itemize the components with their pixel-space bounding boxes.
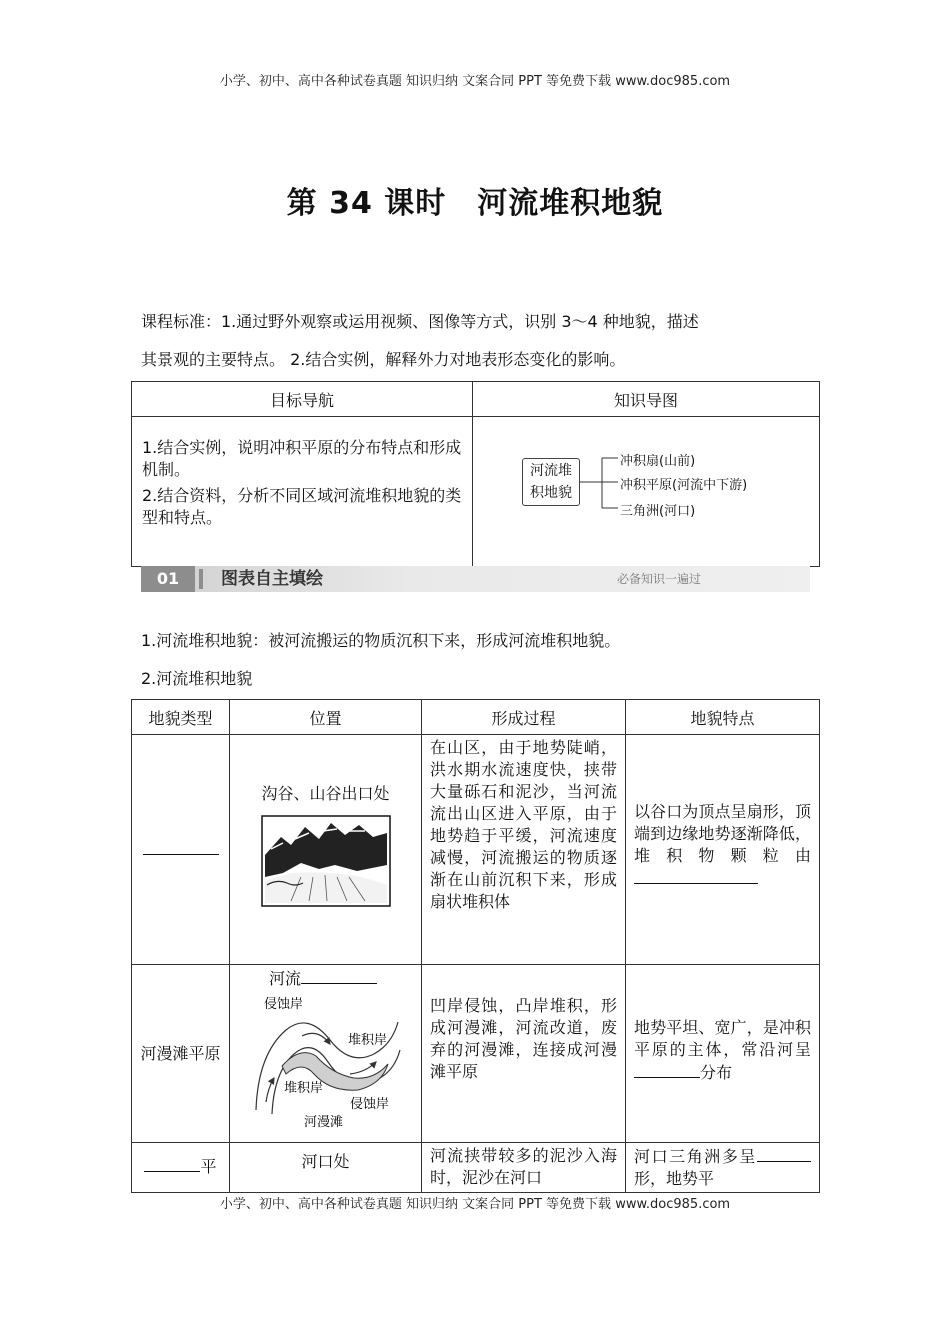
mindmap-header: 知识导图 xyxy=(473,382,820,417)
mindmap-branch-1: 冲积扇(山前) xyxy=(620,454,696,469)
section-1-definition: 1.河流堆积地貌：被河流搬运的物质沉积下来，形成河流堆积地貌。 xyxy=(141,631,621,650)
col-header-process: 形成过程 xyxy=(422,700,626,735)
diagram-label: 河漫滩 xyxy=(303,1115,343,1130)
goals-cell xyxy=(132,417,473,567)
row2-process-cell xyxy=(422,965,626,1143)
row1-process: 在山区，由于地势陡峭，洪水期水流速度快，挟带大量砾石和泥沙，当河流流出山区进入平原，由于地势趋于平缓，河流速度减慢，河流搬运的物质逐渐在山前沉积下来，形成扇状堆积体 xyxy=(430,738,617,911)
row1-position-cell xyxy=(230,735,422,965)
mindmap-root xyxy=(522,458,580,506)
course-standard-line1: 课程标准：1.通过野外观察或运用视频、图像等方式，识别 3～4 种地貌，描述 xyxy=(141,312,699,331)
goal-1: 1.结合实例，说明冲积平原的分布特点和形成机制。 xyxy=(142,438,462,479)
row2-position: 河流 xyxy=(269,969,302,988)
table-row xyxy=(132,735,820,965)
answer-blank xyxy=(144,1155,200,1172)
banner-number: 01 xyxy=(141,566,195,592)
row2-position-cell xyxy=(230,965,422,1143)
row2-feature-a: 地势平坦、宽广，是冲积平原的主体，常沿河呈 xyxy=(634,1018,811,1059)
answer-blank xyxy=(634,867,758,884)
mindmap-root-line2: 积地貌 xyxy=(530,485,572,501)
row2-feature-b: 分布 xyxy=(700,1063,733,1082)
section-banner xyxy=(141,566,810,592)
landform-table xyxy=(131,699,820,1193)
diagram-label: 堆积岸 xyxy=(283,1081,323,1096)
row2-type: 河漫滩平原 xyxy=(140,1043,221,1063)
row3-process: 河流挟带较多的泥沙入海时，泥沙在河口 xyxy=(430,1146,617,1187)
banner-title: 图表自主填绘 xyxy=(221,569,323,589)
table-row xyxy=(132,1143,820,1193)
answer-blank xyxy=(143,838,219,855)
footer-watermark: 小学、初中、高中各种试卷真题 知识归纳 文案合同 PPT 等免费下载 www.doc985.com xyxy=(0,1193,950,1212)
row3-position-cell xyxy=(230,1143,422,1193)
row3-feature-cell xyxy=(626,1143,820,1193)
goal-2: 2.结合资料，分析不同区域河流堆积地貌的类型和特点。 xyxy=(142,486,462,527)
mindmap-branch-2: 冲积平原(河流中下游) xyxy=(620,478,748,493)
answer-blank xyxy=(634,1061,700,1078)
col-header-type: 地貌类型 xyxy=(132,700,230,735)
row1-process-cell xyxy=(422,735,626,965)
row3-type-cell xyxy=(132,1143,230,1193)
mindmap-connector xyxy=(580,450,620,520)
col-header-position: 位置 xyxy=(230,700,422,735)
col-header-feature: 地貌特点 xyxy=(626,700,820,735)
row1-feature-cell xyxy=(626,735,820,965)
diagram-label: 堆积岸 xyxy=(347,1033,387,1048)
row3-process-cell xyxy=(422,1143,626,1193)
row3-type: 平 xyxy=(200,1157,217,1176)
page-title: 第 34 课时 河流堆积地貌 xyxy=(286,186,664,221)
row1-feature: 以谷口为顶点呈扇形，顶端到边缘地势逐渐降低，堆积物颗粒由 xyxy=(634,802,811,865)
row3-feature-b: 形，地势平 xyxy=(634,1169,715,1188)
mindmap-branch-3: 三角洲(河口) xyxy=(620,504,696,519)
section-2-heading: 2.河流堆积地貌 xyxy=(141,669,253,688)
diagram-label: 侵蚀岸 xyxy=(349,1097,389,1112)
row2-feature-cell xyxy=(626,965,820,1143)
banner-subtitle: 必备知识一遍过 xyxy=(617,572,702,586)
row3-feature-a: 河口三角洲多呈 xyxy=(634,1147,757,1166)
table-row xyxy=(132,965,820,1143)
floodplain-diagram xyxy=(246,992,406,1132)
goals-header: 目标导航 xyxy=(132,382,473,417)
course-standard-line2: 其景观的主要特点。 2.结合实例，解释外力对地表形态变化的影响。 xyxy=(141,350,626,369)
row2-process: 凹岸侵蚀，凸岸堆积，形成河漫滩，河流改道，废弃的河漫滩，连接成河漫滩平原 xyxy=(430,996,617,1081)
diagram-label: 侵蚀岸 xyxy=(263,997,303,1012)
row3-position: 河口处 xyxy=(301,1152,350,1171)
row2-type-cell xyxy=(132,965,230,1143)
answer-blank xyxy=(301,967,377,984)
row1-position: 沟谷、山谷出口处 xyxy=(261,784,390,803)
mindmap-root-line1: 河流堆 xyxy=(530,463,572,479)
row1-type-cell xyxy=(132,735,230,965)
header-watermark: 小学、初中、高中各种试卷真题 知识归纳 文案合同 PPT 等免费下载 www.doc985.com xyxy=(219,74,731,89)
banner-divider xyxy=(199,569,203,589)
answer-blank xyxy=(757,1145,811,1162)
alluvial-fan-illustration xyxy=(261,815,391,907)
